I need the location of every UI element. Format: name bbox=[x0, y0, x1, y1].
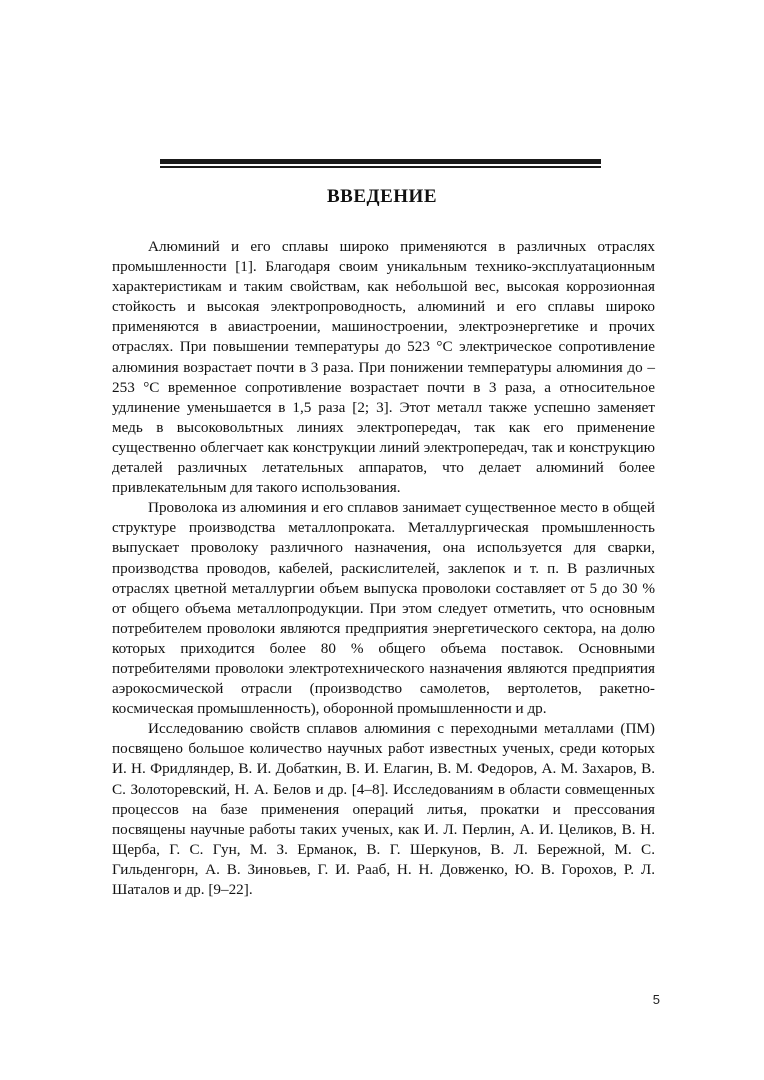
paragraph-3: Исследованию свойств сплавов алюминия с переходными металлами (ПМ) посвящено большое количество научных работ известных ученых, среди которых И. Н. Фридляндер, В. И. Добаткин, В. И. Елагин, В. М. Федоров, А. М. Захаров, В. С. Золоторевский, Н. А. Белов и др. [4–8]. Исследованиям в области совмещенных процессов на базе применения операций литья, прокатки и прессования посвящены научные работы таких ученых, как И. Л. Перлин, А. И. Целиков, В. Н. Щерба, Г. С. Гун, М. З. Ерманок, В. Г. Шеркунов, В. Л. Бережной, М. С. Гильденгорн, А. В. Зиновьев, Г. И. Рааб, Н. Н. Довженко, Ю. В. Горохов, Р. Л. Шаталов и др. [9–22]. bbox=[112, 720, 655, 898]
body-text bbox=[112, 237, 655, 900]
heading-rule-thick bbox=[160, 159, 601, 164]
paragraph-2: Проволока из алюминия и его сплавов занимает существенное место в общей структуре производства металлопроката. Металлургическая промышленность выпускает проволоку различного назначения, она используется для сварки, производства проводов, кабелей, раскислителей, заклепок и т. п. В различных отраслях цветной металлургии объем выпуска проволоки составляет от 5 до 30 % от общего объема металлопродукции. При этом следует отметить, что основным потребителем проволоки являются предприятия энергетического сектора, на долю которых приходится более 80 % общего объема поставок. Основными потребителями проволоки электротехнического назначения являются предприятия аэрокосмической отрасли (производство самолетов, вертолетов, ракетно-космическая промышленность), оборонной промышленности и др. bbox=[112, 499, 655, 718]
paragraph-1: Алюминий и его сплавы широко применяются в различных отраслях промышленности [1]. Благодаря своим уникальным технико-эксплуатационным характеристикам и таким свойствам, как небольшой вес, высокая коррозионная стойкость и высокая электропроводность, алюминий и его сплавы широко применяются в авиастроении, машиностроении, электроэнергетике и прочих отраслях. При повышении температуры до 523 °С электрическое сопротивление алюминия возрастает почти в 3 раза. При понижении температуры алюминия до –253 °С временное сопротивление возрастает почти в 3 раза, а относительное удлинение уменьшается в 1,5 раза [2; 3]. Этот металл также успешно заменяет медь в высоковольтных линиях электропередач, так как его применение существенно облегчает как конструкции линий электропередач, так и конструкцию деталей различных летательных аппаратов, что делает алюминий более привлекательным для такого использования. bbox=[112, 238, 655, 497]
heading-rule-thin bbox=[160, 166, 601, 168]
page-number: 5 bbox=[652, 992, 660, 1007]
chapter-heading: ВВЕДЕНИЕ bbox=[327, 186, 437, 207]
